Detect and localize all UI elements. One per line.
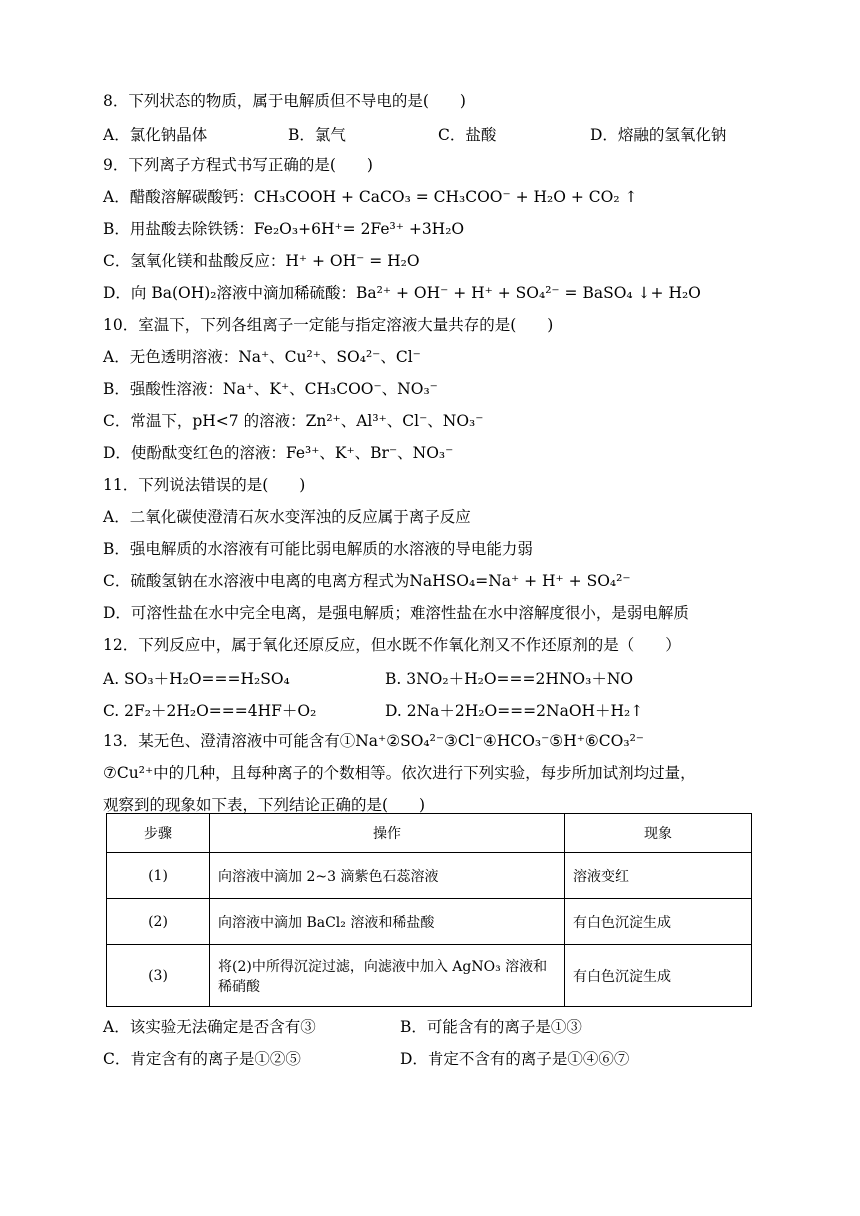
q12-option-a: A. SO₃＋H₂O===H₂SO₄: [103, 670, 290, 688]
q13-stem-line2: ⑦Cu²⁺中的几种，且每种离子的个数相等。依次进行下列实验，每步所加试剂均过量，: [103, 764, 696, 782]
q9-option-c: C．氢氧化镁和盐酸反应：H⁺ + OH⁻ = H₂O: [103, 252, 420, 270]
q13-option-a: A．该实验无法确定是否含有③: [103, 1018, 316, 1036]
q8-option-c: C．盐酸: [438, 126, 497, 144]
q8-option-d: D．熔融的氢氧化钠: [590, 126, 727, 144]
q10-stem: 10．室温下，下列各组离子一定能与指定溶液大量共存的是( ): [103, 316, 554, 334]
table-cell-result: 有白色沉淀生成: [565, 899, 752, 945]
table-cell-operation: 向溶液中滴加 2~3 滴紫色石蕊溶液: [210, 853, 565, 899]
table-row: [107, 899, 752, 945]
q9-stem: 9．下列离子方程式书写正确的是( ): [103, 156, 373, 174]
q8-stem: 8．下列状态的物质，属于电解质但不导电的是( ): [103, 92, 466, 110]
table-cell-step: (1): [107, 853, 210, 899]
table-cell-step: (2): [107, 899, 210, 945]
q13-option-b: B．可能含有的离子是①③: [400, 1018, 582, 1036]
table-cell-step: (3): [107, 945, 210, 1007]
q13-option-d: D．肯定不含有的离子是①④⑥⑦: [400, 1050, 630, 1068]
q12-option-b: B. 3NO₂＋H₂O===2HNO₃＋NO: [385, 670, 634, 688]
q8-option-a: A．氯化钠晶体: [103, 126, 208, 144]
q9-option-b: B．用盐酸去除铁锈：Fe₂O₃+6H⁺= 2Fe³⁺ +3H₂O: [103, 220, 465, 238]
q13-stem-line1: 13．某无色、澄清溶液中可能含有①Na⁺②SO₄²⁻③Cl⁻④HCO₃⁻⑤H⁺⑥CO₃²⁻: [103, 732, 644, 750]
q10-option-a: A．无色透明溶液：Na⁺、Cu²⁺、SO₄²⁻、Cl⁻: [103, 348, 421, 366]
q9-option-a: A．醋酸溶解碳酸钙：CH₃COOH + CaCO₃ = CH₃COO⁻ + H₂O + CO₂ ↑: [103, 188, 638, 206]
q13-option-c: C．肯定含有的离子是①②⑤: [103, 1050, 301, 1068]
q11-stem: 11．下列说法错误的是( ): [103, 476, 306, 494]
table-header: 步骤: [107, 814, 210, 853]
q9-option-d: D．向 Ba(OH)₂溶液中滴加稀硫酸：Ba²⁺ + OH⁻ + H⁺ + SO₄²⁻ = BaSO₄ ↓+ H₂O: [103, 284, 701, 302]
q13-stem-line3: 观察到的现象如下表，下列结论正确的是( ): [103, 796, 426, 814]
q11-option-d: D．可溶性盐在水中完全电离，是强电解质；难溶性盐在水中溶解度很小，是弱电解质: [103, 604, 689, 622]
table-cell-operation: 向溶液中滴加 BaCl₂ 溶液和稀盐酸: [210, 899, 565, 945]
q12-option-d: D. 2Na＋2H₂O===2NaOH＋H₂↑: [385, 702, 644, 720]
table-header: 操作: [210, 814, 565, 853]
q10-option-d: D．使酚酞变红色的溶液：Fe³⁺、K⁺、Br⁻、NO₃⁻: [103, 444, 454, 462]
table-cell-operation: 将(2)中所得沉淀过滤，向滤液中加入 AgNO₃ 溶液和稀硝酸: [210, 945, 565, 1007]
q10-option-b: B．强酸性溶液：Na⁺、K⁺、CH₃COO⁻、NO₃⁻: [103, 380, 438, 398]
table-header: 现象: [565, 814, 752, 853]
q8-option-b: B．氯气: [288, 126, 346, 144]
table-cell-result: 溶液变红: [565, 853, 752, 899]
q12-stem: 12．下列反应中，属于氧化还原反应，但水既不作氧化剂又不作还原剂的是（ ）: [103, 636, 681, 654]
q10-option-c: C．常温下，pH<7 的溶液：Zn²⁺、Al³⁺、Cl⁻、NO₃⁻: [103, 412, 484, 430]
q11-option-a: A．二氧化碳使澄清石灰水变浑浊的反应属于离子反应: [103, 508, 471, 526]
table-row: [107, 945, 752, 1007]
table-cell-result: 有白色沉淀生成: [565, 945, 752, 1007]
q12-option-c: C. 2F₂＋2H₂O===4HF＋O₂: [103, 702, 317, 720]
q11-option-c: C．硫酸氢钠在水溶液中电离的电离方程式为NaHSO₄=Na⁺ + H⁺ + SO₄²⁻: [103, 572, 631, 590]
experiment-table: [106, 813, 752, 1007]
table-header-row: [107, 814, 752, 853]
q11-option-b: B．强电解质的水溶液有可能比弱电解质的水溶液的导电能力弱: [103, 540, 533, 558]
table-row: [107, 853, 752, 899]
